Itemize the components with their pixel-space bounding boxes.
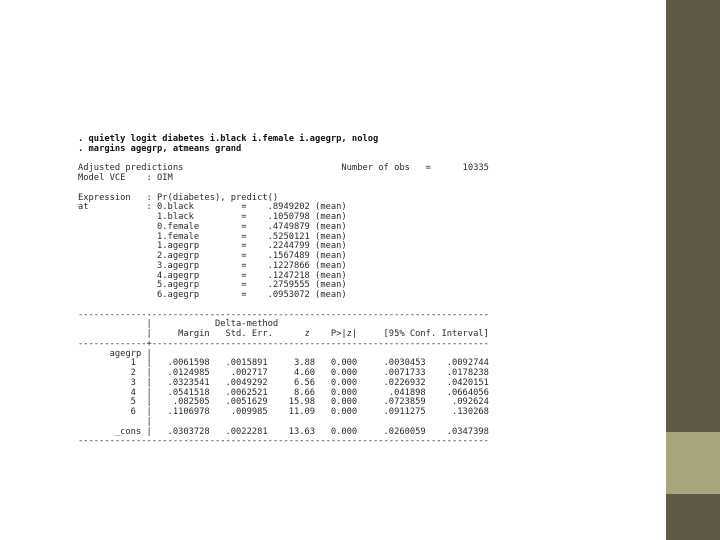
sidebar-accent-block xyxy=(666,432,720,494)
command-line-logit: . quietly logit diabetes i.black i.female i.agegrp, nolog xyxy=(78,134,379,144)
header-line: Adjusted predictions Number of obs = 10335 xyxy=(78,163,489,174)
table-row: _cons | .0303728 .0022281 13.63 0.000 .0260059 .0347398 xyxy=(78,426,489,437)
header-line: 1.black = .1050798 (mean) xyxy=(78,212,347,222)
table-header-line: | Delta-method xyxy=(78,319,279,330)
header-line: 6.agegrp = .0953072 (mean) xyxy=(78,290,347,300)
table-row: 2 | .0124985 .002717 4.60 0.000 .0071733 .0178238 xyxy=(78,368,489,378)
table-row: 3 | .0323541 .0049292 6.56 0.000 .0226932 .0420151 xyxy=(78,377,489,388)
table-row: ------------------------------------------------------------------------------ xyxy=(78,436,489,447)
stata-output xyxy=(78,135,548,457)
command-line-margins: . margins agegrp, atmeans grand xyxy=(78,143,242,154)
table-rule-mid: -------------+---------------------------------------------------------------- xyxy=(78,338,489,349)
header-line: Model VCE : OIM xyxy=(78,173,173,183)
header-line: at : 0.black = .8949202 (mean) xyxy=(78,202,347,213)
header-line: 2.agegrp = .1567489 (mean) xyxy=(78,251,347,261)
table-rule-top: ------------------------------------------------------------------------------ xyxy=(78,309,489,320)
header-line: Expression : Pr(diabetes), predict() xyxy=(78,192,279,203)
header-line: 3.agegrp = .1227866 (mean) xyxy=(78,260,347,271)
table-row: | xyxy=(78,416,152,427)
header-line: 4.agegrp = .1247218 (mean) xyxy=(78,270,347,281)
table-row: 6 | .1106978 .009985 11.09 0.000 .0911275 .130268 xyxy=(78,407,489,417)
header-line: 0.female = .4749879 (mean) xyxy=(78,221,347,232)
table-rule-bottom xyxy=(78,447,548,457)
table-row: 5 | .082505 .0051629 15.98 0.000 .0723859 .092624 xyxy=(78,397,489,408)
table-row: 4 | .0541518 .0062521 8.66 0.000 .041898 .0664056 xyxy=(78,387,489,398)
table-row: 1 | .0061598 .0015891 3.88 0.000 .0030453 .0092744 xyxy=(78,358,489,369)
header-line: 1.female = .5250121 (mean) xyxy=(78,231,347,242)
header-line: 1.agegrp = .2244799 (mean) xyxy=(78,241,347,252)
header-line: 5.agegrp = .2759555 (mean) xyxy=(78,280,347,291)
table-row: agegrp | xyxy=(78,348,152,359)
table-header-line: | Margin Std. Err. z P>|z| [95% Conf. Interval] xyxy=(78,329,489,339)
